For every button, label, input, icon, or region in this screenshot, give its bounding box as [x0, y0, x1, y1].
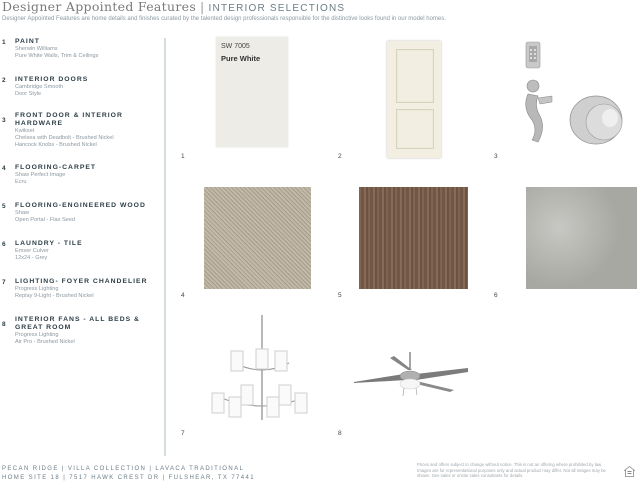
selection-detail: Air Pro - Brushed Nickel: [15, 339, 75, 345]
carpet-swatch: [204, 187, 311, 289]
sidebar-divider: [164, 38, 166, 456]
title-text: Designer Appointed Features: [2, 0, 197, 14]
selection-title: FRONT DOOR & INTERIOR HARDWARE: [15, 112, 123, 127]
selection-title: FLOORING-CARPET: [15, 164, 97, 171]
selection-detail: Replay 9-Light - Brushed Nickel: [15, 293, 94, 299]
title-separator: |: [200, 0, 205, 14]
selection-detail: Sherwin Williams: [15, 46, 58, 52]
selection-title: INTERIOR FANS - ALL BEDS & GREAT ROOM: [15, 316, 140, 331]
selection-number: 8: [2, 321, 6, 328]
selection-title: PAINT: [15, 38, 40, 45]
selection-title: INTERIOR DOORS: [15, 76, 89, 83]
selection-item: [2, 112, 162, 149]
page-title: [2, 0, 345, 14]
selection-item: [2, 316, 162, 346]
paint-code: SW 7005: [221, 43, 250, 50]
selection-item: [2, 164, 162, 186]
section-title: INTERIOR SELECTIONS: [208, 3, 346, 14]
selection-item: [2, 278, 162, 300]
selection-title: FLOORING-ENGINEERED WOOD: [15, 202, 146, 209]
footer-line: HOME SITE 18 | 7517 HAWK CREST DR | FULSHEAR, TX 77441: [2, 475, 255, 481]
ceiling-fan-image: [350, 352, 472, 400]
selection-item: [2, 38, 162, 60]
selection-item: [2, 240, 162, 262]
paint-chip-image: [216, 37, 288, 147]
selection-number: 7: [2, 279, 6, 286]
selection-number: 4: [2, 165, 6, 172]
footer-line: PECAN RIDGE | VILLA COLLECTION | LAVACA TRADITIONAL: [2, 466, 245, 472]
selection-detail: Door Style: [15, 91, 42, 97]
door-panel-bottom: [396, 109, 434, 149]
selection-detail: Progress Lighting: [15, 332, 59, 338]
selection-detail: Emser Culver: [15, 248, 49, 254]
image-label: 2: [338, 153, 342, 160]
selection-detail: Open Portal - Flax Seed: [15, 217, 76, 223]
selection-number: 1: [2, 39, 6, 46]
selection-detail: Pure White Walls, Trim & Ceilings: [15, 53, 99, 59]
tile-swatch: [526, 187, 637, 289]
community-footer: [2, 465, 255, 483]
selections-list: [0, 36, 165, 456]
paint-name: Pure White: [221, 54, 261, 63]
image-label: 6: [494, 292, 498, 299]
selection-detail: Kwikset: [15, 128, 35, 134]
selection-number: 6: [2, 241, 6, 248]
selection-detail: Chelsea with Deadbolt - Brushed Nickel: [15, 135, 114, 141]
selection-detail: Cambridge Smooth: [15, 84, 64, 90]
image-label: 7: [181, 430, 185, 437]
selection-detail: Shaw: [15, 210, 29, 216]
selection-title: LIGHTING- FOYER CHANDELIER: [15, 278, 148, 285]
selection-detail: Ecru: [15, 179, 27, 185]
equal-housing-icon: [624, 466, 635, 477]
image-label: 8: [338, 430, 342, 437]
selection-detail: 12x24 - Grey: [15, 255, 48, 261]
image-label: 4: [181, 292, 185, 299]
interior-door-image: [387, 41, 441, 158]
door-panel-top: [396, 49, 434, 103]
image-label: 1: [181, 153, 185, 160]
selection-item: [2, 76, 162, 98]
image-label: 3: [494, 153, 498, 160]
hardware-image: [518, 38, 628, 160]
selection-detail: Progress Lighting: [15, 286, 59, 292]
selection-title: LAUNDRY - TILE: [15, 240, 83, 247]
selection-detail: Hancock Knobs - Brushed Nickel: [15, 142, 97, 148]
image-label: 5: [338, 292, 342, 299]
disclaimer: Prices and offers subject to change without notice. This is not an offering where prohibited by law. Images are for representational purposes only and actual product may differ. Not all images may be shown. See sales or onsite sales consultants for details.: [417, 462, 606, 478]
selection-detail: Shaw Perfect Image: [15, 172, 66, 178]
selection-number: 3: [2, 117, 6, 124]
page-subtitle: Designer Appointed Features are home details and finishes curated by the talented design professionals responsible for the distinctive looks found in our model homes.: [2, 16, 446, 22]
header: [0, 0, 640, 28]
wood-swatch: [359, 187, 468, 289]
selection-number: 2: [2, 77, 6, 84]
chandelier-image: [205, 315, 315, 427]
selection-item: [2, 202, 162, 224]
selection-number: 5: [2, 203, 6, 210]
